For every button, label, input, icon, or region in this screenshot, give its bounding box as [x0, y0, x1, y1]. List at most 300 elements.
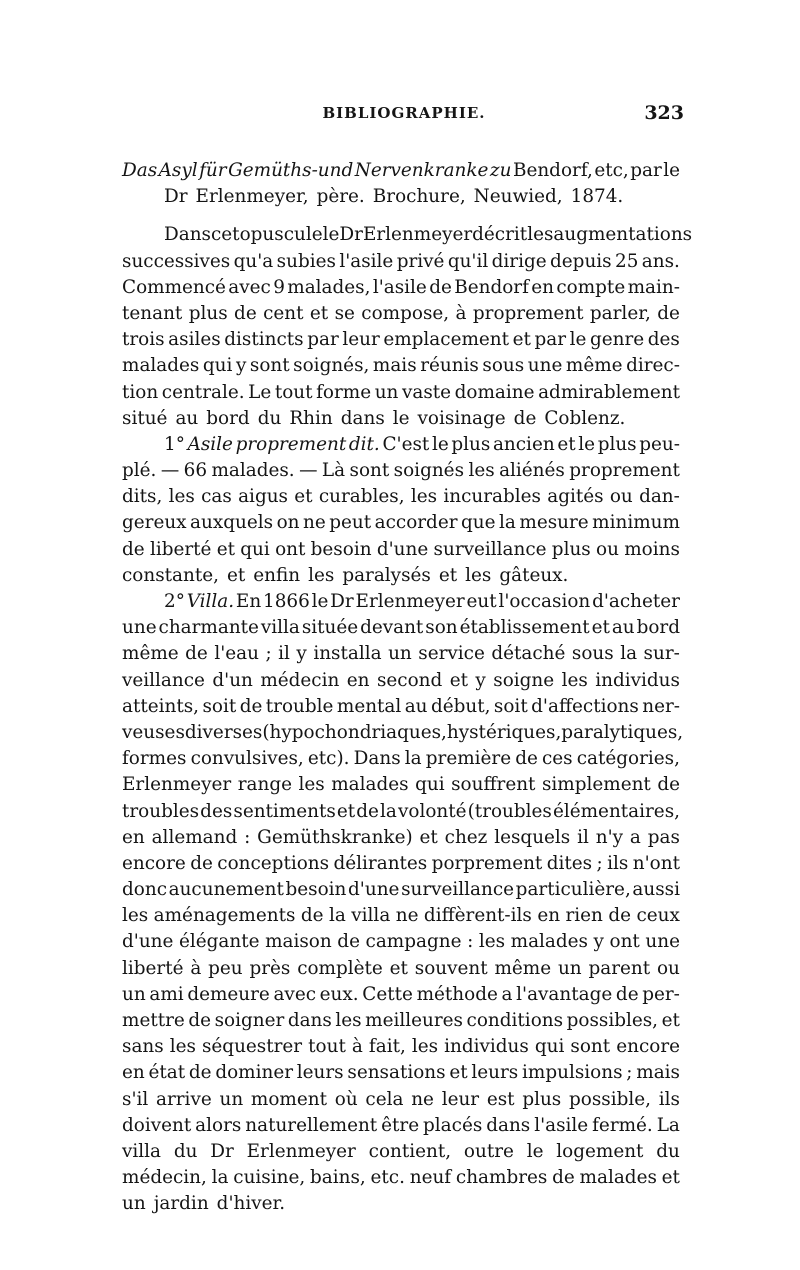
word: La — [656, 1114, 680, 1136]
word: de — [657, 774, 680, 796]
word: gereux — [122, 512, 187, 534]
word: encore — [122, 852, 186, 874]
word: méthode — [416, 983, 498, 1005]
word: forme — [316, 381, 372, 403]
text-line — [122, 1191, 680, 1217]
word: compose, — [361, 302, 450, 324]
word: cent — [263, 302, 304, 324]
word: cas — [201, 486, 232, 508]
word: des — [200, 800, 233, 822]
word: plus — [597, 433, 637, 455]
word: on — [276, 512, 300, 534]
word: naturellement — [245, 1114, 378, 1136]
word: doivent — [122, 1114, 192, 1136]
text-line — [122, 222, 693, 248]
word: et — [512, 329, 531, 351]
word: plus — [188, 302, 228, 324]
word: admirablement — [538, 381, 680, 403]
word: dit. — [348, 433, 380, 455]
word: volonté — [397, 800, 467, 822]
word: Cette — [362, 983, 413, 1005]
word: de — [185, 643, 208, 665]
word: avec — [228, 276, 271, 298]
word: soigne — [493, 669, 555, 691]
word: centrale. — [161, 381, 245, 403]
word: minimum — [592, 512, 680, 534]
word: Bendorf, — [512, 160, 593, 181]
word: de — [122, 538, 145, 560]
word: de — [356, 800, 379, 822]
word: de — [515, 748, 538, 770]
word: 25 — [615, 250, 639, 272]
text-line — [122, 851, 680, 877]
word: augmentations — [553, 224, 693, 246]
word: qui — [534, 1036, 565, 1058]
word: bains, — [309, 1167, 366, 1189]
word: le — [322, 224, 340, 246]
running-title: BIBLIOGRAPHIE. — [322, 104, 486, 122]
word: complète — [297, 957, 383, 979]
word: d'une — [348, 879, 400, 901]
word: dans — [486, 1114, 531, 1136]
word: contient, — [368, 1140, 452, 1162]
word: les — [168, 486, 195, 508]
text-line — [122, 327, 680, 353]
word: ces — [541, 748, 573, 770]
word: ; — [265, 643, 272, 665]
word: 9 — [273, 276, 285, 298]
word: même — [494, 957, 552, 979]
word: eux. — [319, 983, 359, 1005]
word: tenant — [122, 302, 183, 324]
word: l'asile — [534, 1114, 589, 1136]
word: et — [438, 564, 458, 586]
word: à — [455, 302, 467, 324]
word: le — [392, 407, 410, 429]
word: range — [237, 774, 292, 796]
word: meilleures — [365, 1010, 463, 1031]
word: per- — [642, 983, 680, 1005]
word: de — [337, 931, 360, 953]
word: leur — [342, 329, 380, 351]
word: neuf — [409, 1167, 452, 1189]
word: leur — [441, 1088, 480, 1110]
word: villa — [260, 617, 300, 639]
word: au — [404, 695, 428, 717]
word: paralytiques, — [561, 721, 684, 743]
word: Coblenz. — [544, 407, 626, 429]
word: simplement — [541, 774, 651, 796]
word: de — [657, 302, 680, 324]
word: y — [235, 355, 247, 377]
word: trois — [122, 329, 165, 351]
word: chambres — [455, 1167, 548, 1189]
word: distincts — [224, 329, 304, 351]
text-line — [122, 510, 680, 536]
word: Nervenkranke — [354, 160, 489, 181]
text-line — [122, 458, 680, 484]
word: subies — [276, 250, 336, 272]
word: malades — [579, 1167, 657, 1189]
word: encore — [616, 1036, 680, 1058]
word: plé. — [122, 460, 157, 482]
word: diverses — [184, 721, 263, 743]
word: et — [419, 826, 438, 848]
word: Dans — [164, 224, 211, 246]
word: et — [216, 538, 235, 560]
word: leurs — [471, 1062, 519, 1084]
word: Erlenmeyer — [362, 224, 473, 246]
word: est — [486, 1088, 515, 1110]
word: établissement — [459, 617, 590, 639]
word: situé — [122, 407, 168, 429]
word: malades — [122, 355, 200, 377]
text-line — [122, 929, 680, 955]
text-line — [122, 1060, 680, 1086]
word: les — [308, 564, 335, 586]
word: individus — [444, 1036, 529, 1058]
word: ans. — [641, 250, 680, 272]
word: enfin — [253, 564, 301, 586]
word: Brochure, — [372, 186, 466, 208]
word: conditions — [466, 1010, 564, 1031]
word: curables, — [318, 486, 405, 508]
text-line — [122, 406, 680, 432]
text-line — [122, 184, 680, 210]
word: emplacement — [383, 329, 510, 351]
word: d'une — [376, 538, 429, 560]
text-line — [122, 720, 684, 746]
word: les — [465, 564, 492, 586]
word: sur- — [643, 643, 680, 665]
word: soigner — [214, 1010, 285, 1031]
word: sont — [349, 460, 390, 482]
word: médecin, — [122, 1167, 207, 1189]
word: à — [351, 1036, 363, 1058]
word: jardin — [153, 1193, 209, 1215]
word: parent — [588, 957, 651, 979]
word: devant — [360, 617, 424, 639]
word: a — [501, 983, 513, 1005]
word: qui — [415, 774, 445, 796]
word: et — [226, 564, 246, 586]
word: allemand — [151, 826, 238, 848]
word: et — [336, 800, 356, 822]
word: l'asile — [372, 276, 427, 298]
word: en — [531, 276, 554, 298]
word: un — [374, 381, 399, 403]
word: il — [577, 826, 589, 848]
word: le — [569, 329, 587, 351]
word: sont — [570, 1036, 611, 1058]
word: ner- — [642, 695, 680, 717]
word: compte — [556, 276, 626, 298]
word: souvent — [414, 957, 488, 979]
word: ; — [596, 852, 603, 874]
word: séquestrer — [201, 1036, 303, 1058]
word: sensations — [347, 1062, 446, 1084]
word: eut — [466, 591, 497, 612]
word: bord — [206, 407, 250, 429]
word: moment — [250, 1088, 327, 1110]
word: Erlenmeyer — [246, 1140, 356, 1162]
text-line — [122, 380, 680, 406]
word: ont — [275, 538, 306, 560]
word: dan- — [639, 486, 680, 508]
word: Das — [122, 160, 158, 181]
word: le — [526, 1140, 544, 1162]
word: un — [122, 983, 146, 1005]
text-line — [122, 301, 680, 327]
text-line — [122, 746, 680, 772]
word: et — [661, 1167, 680, 1189]
word: y — [593, 931, 604, 953]
word: domaine — [454, 381, 535, 403]
word: plus — [551, 538, 591, 560]
word: ne — [395, 905, 419, 927]
word: : — [467, 931, 474, 953]
word: second — [376, 669, 443, 691]
word: de — [300, 905, 324, 927]
word: ceux — [636, 905, 680, 927]
word: gâteux. — [499, 564, 569, 586]
word: 1866 — [263, 591, 310, 612]
text-line — [122, 432, 680, 458]
word: ont — [609, 931, 640, 953]
word: être — [381, 1114, 420, 1136]
word: et — [449, 1062, 468, 1084]
word: élémentaires, — [552, 800, 680, 822]
word: de — [234, 302, 257, 324]
word: etc, — [594, 160, 629, 181]
word: les — [122, 905, 149, 927]
word: dans — [287, 1010, 332, 1031]
word: au — [175, 407, 199, 429]
word: aménagements — [153, 905, 296, 927]
word: Dr — [330, 591, 354, 612]
text-line — [122, 641, 680, 667]
word: rien — [565, 905, 603, 927]
word: genre — [589, 329, 645, 351]
word: malades — [510, 931, 588, 953]
word: outre — [463, 1140, 514, 1162]
word: même — [565, 355, 623, 377]
word: 1874. — [570, 186, 624, 208]
word: tout — [274, 381, 313, 403]
word: particulière, — [515, 879, 631, 901]
word: possible, — [569, 1088, 651, 1110]
word: agités — [547, 486, 604, 508]
word: ils — [607, 852, 629, 874]
word: même — [122, 643, 179, 665]
word: ancien — [492, 433, 555, 455]
word: diffèrent-ils — [423, 905, 532, 927]
word: d'affections — [531, 695, 639, 717]
word: ne — [302, 512, 326, 534]
word: formes — [122, 748, 187, 770]
word: (hypochondriaques, — [262, 721, 447, 743]
word: et — [309, 302, 329, 324]
word: mesure — [519, 512, 589, 534]
word: dans — [340, 407, 385, 429]
word: et — [449, 669, 468, 691]
word: peut — [329, 512, 372, 534]
word: dirige — [491, 250, 547, 272]
word: voisinage — [417, 407, 506, 429]
word: Bendorf — [454, 276, 529, 298]
text-line — [122, 158, 680, 184]
word: Gemüths-und — [228, 160, 354, 181]
word: fermé. — [592, 1114, 653, 1136]
word: besoin — [310, 538, 372, 560]
word: il — [278, 643, 290, 665]
word: Là — [321, 460, 346, 482]
word: ou — [596, 538, 619, 560]
text-line — [122, 772, 680, 798]
word: logement — [556, 1140, 644, 1162]
word: veuses — [122, 721, 185, 743]
word: Dr — [210, 1140, 234, 1162]
word: où — [334, 1088, 358, 1110]
word: Neuwied, — [473, 186, 563, 208]
word: d'une — [122, 931, 174, 953]
word: l'occasion — [498, 591, 591, 612]
word: depuis — [550, 250, 612, 272]
word: catégories, — [576, 748, 680, 770]
word: leurs — [296, 1062, 344, 1084]
word: mettre — [122, 1010, 185, 1031]
word: besoin — [285, 879, 347, 901]
word: Asyl — [158, 160, 198, 181]
word: individus — [595, 669, 680, 691]
word: vaste — [401, 381, 452, 403]
word: avec — [273, 983, 317, 1005]
word: main- — [627, 276, 680, 298]
word: moins — [624, 538, 680, 560]
word: un — [557, 957, 582, 979]
word: d'acheter — [592, 591, 680, 612]
word: médecin — [260, 669, 340, 691]
text-line — [122, 956, 680, 982]
word: chez — [444, 826, 488, 848]
word: paralysés — [342, 564, 431, 586]
word: située — [301, 617, 359, 639]
word: en — [537, 905, 561, 927]
word: la — [380, 800, 397, 822]
word: une — [645, 931, 680, 953]
word: Erlenmeyer, — [195, 186, 309, 208]
word: Dr — [339, 224, 363, 246]
word: dominer — [215, 1062, 294, 1084]
word: n'ont — [632, 852, 680, 874]
word: y — [296, 643, 307, 665]
word: aigus — [238, 486, 288, 508]
page-number: 323 — [644, 102, 684, 124]
word: et — [294, 486, 313, 508]
text-line — [122, 1165, 680, 1191]
word: les — [169, 1036, 196, 1058]
word: constante, — [122, 564, 219, 586]
word: qui — [202, 355, 233, 377]
word: Villa. — [186, 591, 235, 612]
text-line — [122, 1113, 680, 1139]
word: Le — [248, 381, 272, 403]
word: la — [499, 512, 516, 534]
word: d'un — [212, 669, 253, 691]
word: convulsives, — [190, 748, 304, 770]
word: villa — [122, 1140, 161, 1162]
word: placés — [423, 1114, 483, 1136]
word: du — [257, 407, 282, 429]
word: par — [630, 160, 662, 181]
word: Commencé — [122, 276, 226, 298]
word: détaché — [491, 643, 566, 665]
word: troubles — [122, 800, 200, 822]
word: Erlenmeyer — [355, 591, 465, 612]
word: a — [629, 826, 641, 848]
text-line — [122, 275, 680, 301]
word: malades — [331, 774, 409, 796]
word: ou — [656, 957, 680, 979]
word: au — [611, 617, 635, 639]
word: ; — [626, 1062, 633, 1084]
text-line — [122, 1008, 680, 1034]
word: les — [335, 1010, 362, 1031]
word: (troubles — [467, 800, 552, 822]
word: Rhin — [289, 407, 333, 429]
word: les — [468, 460, 495, 482]
word: malades, — [287, 276, 371, 298]
word: peu- — [639, 433, 680, 455]
word: sous — [571, 643, 614, 665]
word: par — [534, 329, 567, 351]
word: et — [389, 957, 408, 979]
text-line — [122, 903, 680, 929]
word: de — [608, 905, 632, 927]
word: élégante — [178, 931, 260, 953]
word: ils — [658, 1088, 680, 1110]
word: liberté — [149, 538, 212, 560]
word: qu'il — [447, 250, 489, 272]
word: père. — [316, 186, 365, 208]
word: Asile — [187, 433, 233, 455]
word: proprement — [235, 433, 347, 455]
word: réunis — [420, 355, 479, 377]
word: souffrent — [451, 774, 536, 796]
word: sous — [482, 355, 525, 377]
word: mais — [636, 1062, 680, 1084]
word: décrit — [472, 224, 528, 246]
word: incurables — [443, 486, 541, 508]
word: direc- — [626, 355, 680, 377]
word: en — [122, 1062, 145, 1084]
word: de — [513, 407, 537, 429]
word: une — [122, 617, 157, 639]
word: par — [307, 329, 339, 351]
word: qu'a — [233, 250, 274, 272]
word: la — [211, 1167, 229, 1189]
text-line — [122, 668, 680, 694]
word: en — [122, 826, 145, 848]
word: et — [661, 1010, 680, 1031]
word: privé — [396, 250, 445, 272]
word: n'y — [595, 826, 624, 848]
word: soignés, — [293, 355, 370, 377]
word: le — [431, 433, 449, 455]
word: début, — [430, 695, 491, 717]
word: de — [239, 695, 263, 717]
word: service — [418, 643, 485, 665]
